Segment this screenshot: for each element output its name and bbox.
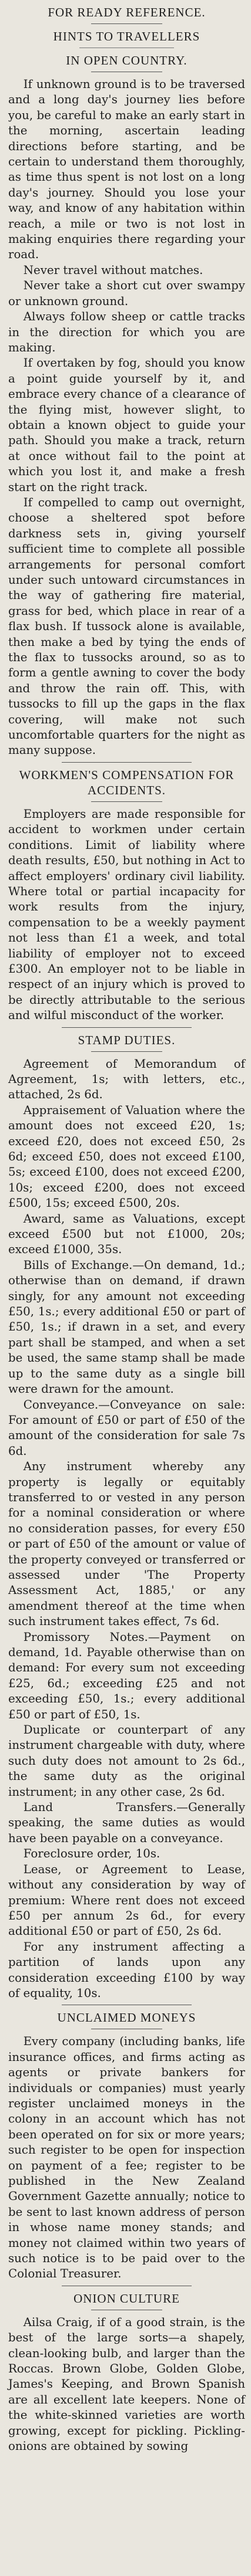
paragraph: Any instrument whereby any property is legally or equitably transferred to or vested in any person for a nominal consideration or where no consideration passes, for every £50 or part of £50 of the amount or value of the property conveyed or transferred or assessed under 'The Property Assessment Act, 1885,' or any amendment thereof at the time when such instrument takes effect, 7s 6d. (8, 1460, 245, 1629)
paragraph: Appraisement of Valuation where the amount does not exceed £20, 1s; exceed £20, does not exceed £50, 2s 6d; exceed £50, does not exceed £100, 5s; exceed £100, does not exceed £200, 10s; exceed £200, does not exceed £500, 15s; exceed £500, 20s. (8, 1103, 245, 1210)
divider (62, 762, 192, 763)
paragraph: Duplicate or counterpart of any instrument chargeable with duty, where such duty does not amount to 2s 6d., the same duty as the original instrument; in any other case, 2s 6d. (8, 1723, 245, 1799)
paragraph: For any instrument affecting a partition of lands upon any consideration exceeding £100 by way of equality, 10s. (8, 1939, 245, 2000)
heading-travellers-2: IN OPEN COUNTRY. (66, 53, 188, 67)
top-heading: FOR READY REFERENCE. (48, 5, 206, 19)
heading-unclaimed-moneys: UNCLAIMED MONEYS (57, 2010, 196, 2025)
paragraph: If compelled to camp out overnight, choose a sheltered spot before darkness sets in, giving yourself sufficient time to complete all possible arrangements for personal comfort under such untoward circumstances in the way of gathering fire material, grass for bed, which place in rear of a flax bush. If tussock alone is available, then make a bed by tying the ends of the flax to tussocks around, so as to form a gentle awning to cover the body and throw the rain off. This, with tussocks to fill up the gaps in the flax covering, will make not such uncomfortable quarters for the night as many suppose. (8, 495, 245, 757)
paragraph: Never take a short cut over swampy or unknown ground. (8, 279, 245, 308)
paragraph: Agreement of Memorandum of Agreement, 1s; with letters, etc., attached, 2s 6d. (8, 1057, 245, 1102)
divider (91, 1051, 162, 1052)
paragraph: Land Transfers.—Generally speaking, the same duties as would have been payable on a conveyance. (8, 1800, 245, 1845)
paragraph: Ailsa Craig, if of a good strain, is the best of the large sorts—a shapely, clean-looking bulb, and larger than the Roccas. Brown Globe, Golden Globe, James's Keeping, and Brown Spanish are all excellent late keepers. None of the white-skinned varieties are worth growing, except for pickling. Pickling-onions are obtained by sowing (8, 2315, 245, 2453)
paragraph: Promissory Notes.—Payment on demand, 1d. Payable otherwise than on demand: For every sum not exceeding £25, 6d.; exceeding £25 and not exceeding £50, 1s.; every additional £50 or part of £50, 1s. (8, 1630, 245, 1721)
paragraph: Award, same as Valuations, except exceed £500 but not £1000, 20s; exceed £1000, 35s. (8, 1211, 245, 1257)
heading-stamp-duties: STAMP DUTIES. (78, 1033, 176, 1047)
paragraph: Every company (including banks, life insurance offices, and firms acting as agents or private bankers for individuals or companies) must yearly register unclaimed moneys in the colony in an account which has not been operated on for six or more years; such register to be open for inspection on payment of a fee; register to be published in the New Zealand Government Gazette annually; notice to be sent to last known address of person in whose name money stands; and money not claimed within two years of such notice is to be paid over to the Colonial Treasurer. (8, 2035, 245, 2281)
heading-onion-culture: ONION CULTURE (73, 2291, 180, 2306)
paragraph: Foreclosure order, 10s. (23, 1847, 160, 1861)
divider (91, 801, 162, 802)
paragraph: Lease, or Agreement to Lease, without any consideration by way of premium: Where rent does not exceed £50 per annum 2s 6d., for every additional £50 or part of £50, 2s 6d. (8, 1862, 245, 1938)
heading-travellers-1: HINTS TO TRAVELLERS (53, 29, 200, 43)
heading-workmen: WORKMEN'S COMPENSATION FOR ACCIDENTS. (19, 767, 235, 797)
paragraph: Never travel without matches. (23, 263, 203, 277)
divider (91, 23, 162, 24)
paragraph: If overtaken by fog, should you know a point guide yourself by it, and embrace every chance of a clearance of the flying mist, however slight, to obtain a known object to guide your path. Should you make a track, return at once without fail to the point at which you lost it, and make a fresh start on the right track. (8, 356, 245, 494)
paragraph: Bills of Exchange.—On demand, 1d.; otherwise than on demand, if drawn singly, for any amount not exceeding £50, 1s.; every additional £50 or part of £50, 1s.; if drawn in a set, and every part shall be stamped, and when a set be used, the same stamp shall be made up to the same duty as a single bill were drawn for the amount. (8, 1258, 245, 1396)
paragraph: Conveyance.—Conveyance on sale: For amount of £50 or part of £50 of the amount of the consideration for sale 7s 6d. (8, 1397, 245, 1458)
paragraph: If unknown ground is to be traversed and a long day's journey lies before you, be careful to make an early start in the morning, ascertain leading directions before starting, and be certain to understand them thoroughly, as time thus spent is not lost on a long day's journey. Should you lose your way, and know of any habitation within reach, a mile or two is not lost in making enquiries there regarding your road. (8, 77, 245, 262)
paragraph: Always follow sheep or cattle tracks in the direction for which you are making. (8, 310, 245, 354)
divider (62, 1027, 192, 1028)
paragraph: Employers are made responsible for accident to workmen under certain conditions. Limit of liability where death results, £50, but nothing in Act to affect employers' ordinary civil liability. Where total or partial incapacity for work results from the injury, compensation to be a weekly payment not less than £1 a week, and total liability of employer not to exceed £300. An employer not to be liable in respect of an injury which is proved to be directly attributable to the serious and wilful misconduct of the worker. (8, 807, 245, 1023)
